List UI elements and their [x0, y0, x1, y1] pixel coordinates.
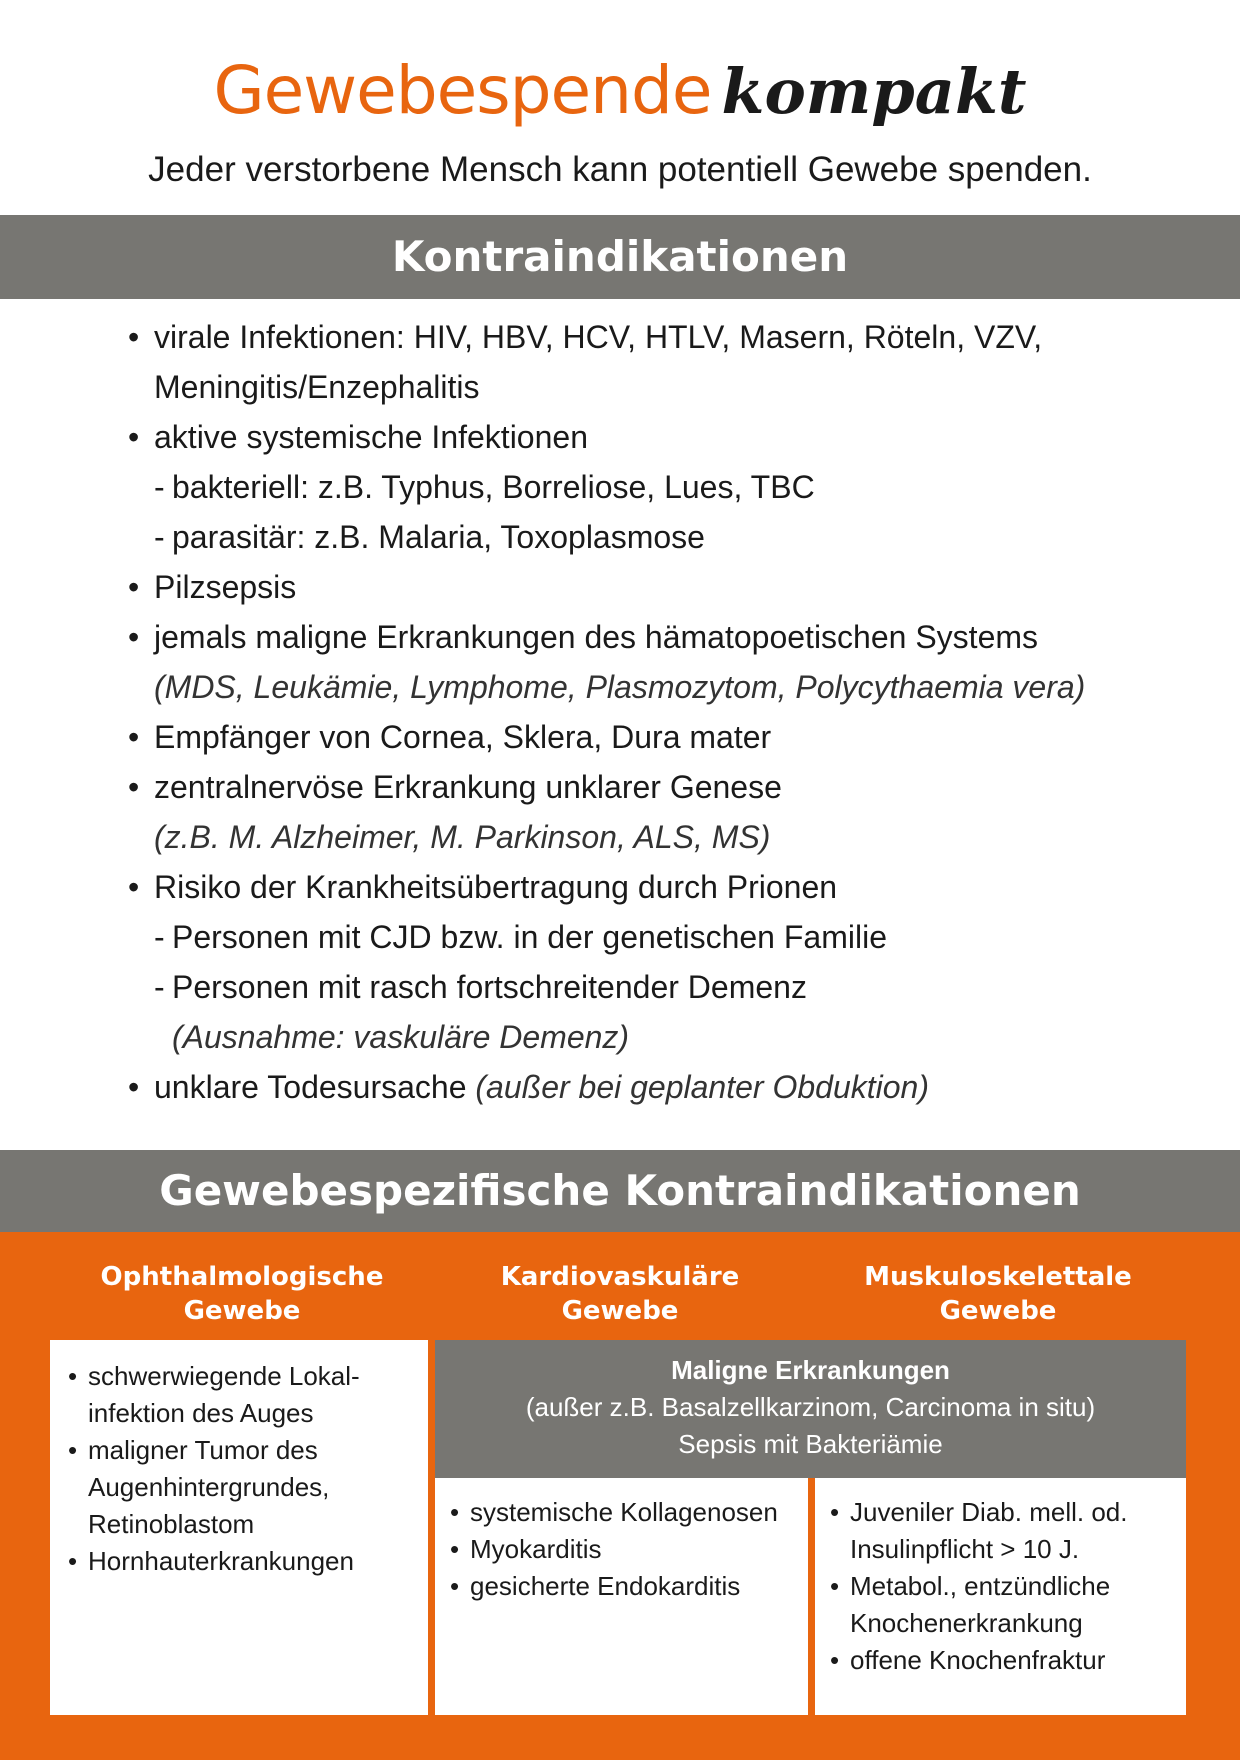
bullet-icon: • — [128, 569, 140, 605]
subtitle: Jeder verstorbene Mensch kann potentiell Gewebe spenden. — [148, 150, 1092, 189]
bullet-icon: • — [128, 869, 140, 905]
column-heading-cardiovascular: Kardiovaskuläre Gewebe — [500, 1262, 740, 1326]
list-item: • gesicherte Endokarditis — [450, 1571, 741, 1601]
list-item: • jemals maligne Erkrankungen des hämatopoetischen Systems (MDS, Leukämie, Lymphome, Plasmozytom, Polycythaemia vera) — [128, 612, 1128, 712]
item-note: (außer bei geplanter Obduktion) — [475, 1069, 929, 1105]
page-title — [0, 52, 1240, 129]
list-item: • Juveniler Diab. mell. od. Insulinpflicht > 10 J. — [830, 1497, 1128, 1564]
title-main: Gewebespende — [213, 52, 712, 129]
shared-line: Sepsis mit Bakteriämie — [678, 1429, 943, 1459]
list-item: • Hornhauterkrankungen — [68, 1546, 354, 1576]
ophthalmology-list — [68, 1358, 418, 1580]
sub-item: - parasitär: z.B. Malaria, Toxoplasmose — [154, 519, 705, 555]
list-item: • virale Infektionen: HIV, HBV, HCV, HTLV, Masern, Röteln, VZV, Meningitis/Enzephalitis — [128, 312, 1128, 412]
list-item: • zentralnervöse Erkrankung unklarer Genese (z.B. M. Alzheimer, M. Parkinson, ALS, MS) — [128, 762, 1128, 862]
title-sub: kompakt — [721, 55, 1027, 128]
list-item: • aktive systemische Infektionen - bakteriell: z.B. Typhus, Borreliose, Lues, TBC - parasitär: z.B. Malaria, Toxoplasmose — [128, 412, 1128, 562]
bullet-icon: • — [128, 769, 140, 805]
cardiovascular-list — [450, 1494, 800, 1605]
bullet-icon: • — [128, 619, 140, 655]
list-item: • Pilzsepsis — [128, 562, 1128, 612]
contraindication-list — [128, 312, 1128, 1112]
item-note: (z.B. M. Alzheimer, M. Parkinson, ALS, MS) — [154, 819, 771, 855]
shared-contraindications-box — [435, 1340, 1186, 1478]
bullet-icon: • — [128, 419, 140, 455]
item-note: (MDS, Leukämie, Lymphome, Plasmozytom, Polycythaemia vera) — [154, 669, 1086, 705]
shared-title: Maligne Erkrankungen — [671, 1355, 950, 1385]
column-heading-ophthalmology: Ophthalmologische Gewebe — [100, 1262, 384, 1326]
list-item: • Metabol., entzündliche Knochenerkrankung — [830, 1571, 1111, 1638]
list-item: • systemische Kollagenosen — [450, 1497, 778, 1527]
list-item: • maligner Tumor des Augenhintergrundes, Retinoblastom — [68, 1435, 330, 1539]
list-item: • Empfänger von Cornea, Sklera, Dura mater — [128, 712, 1128, 762]
list-item: • unklare Todesursache (außer bei geplanter Obduktion) — [128, 1062, 1128, 1112]
sub-item: - bakteriell: z.B. Typhus, Borreliose, Lues, TBC — [154, 469, 815, 505]
list-item: • Risiko der Krankheitsübertragung durch Prionen - Personen mit CJD bzw. in der genetischen Familie - Personen mit rasch fortschreitender Demenz (Ausnahme: vaskuläre Demenz) — [128, 862, 1128, 1062]
list-item: • schwerwiegende Lokal- infektion des Auges — [68, 1361, 360, 1428]
header — [0, 0, 1240, 215]
item-note: (Ausnahme: vaskuläre Demenz) — [172, 1019, 630, 1055]
bullet-icon: • — [128, 719, 140, 755]
bullet-icon: • — [128, 1069, 140, 1105]
sub-item: - Personen mit CJD bzw. in der genetischen Familie — [154, 919, 887, 955]
shared-line: (außer z.B. Basalzellkarzinom, Carcinoma in situ) — [525, 1392, 1096, 1422]
column-heading-musculoskeletal: Muskuloskelettale Gewebe — [864, 1262, 1132, 1326]
musculoskeletal-list — [830, 1494, 1180, 1679]
section-heading-tissue-specific: Gewebespezifische Kontraindikationen — [0, 1150, 1240, 1232]
bullet-icon: • — [128, 319, 140, 355]
list-item: • offene Knochenfraktur — [830, 1645, 1106, 1675]
sub-item: - Personen mit rasch fortschreitender Demenz — [154, 969, 807, 1005]
list-item: • Myokarditis — [450, 1534, 602, 1564]
section-heading-contraindications: Kontraindikationen — [0, 215, 1240, 299]
